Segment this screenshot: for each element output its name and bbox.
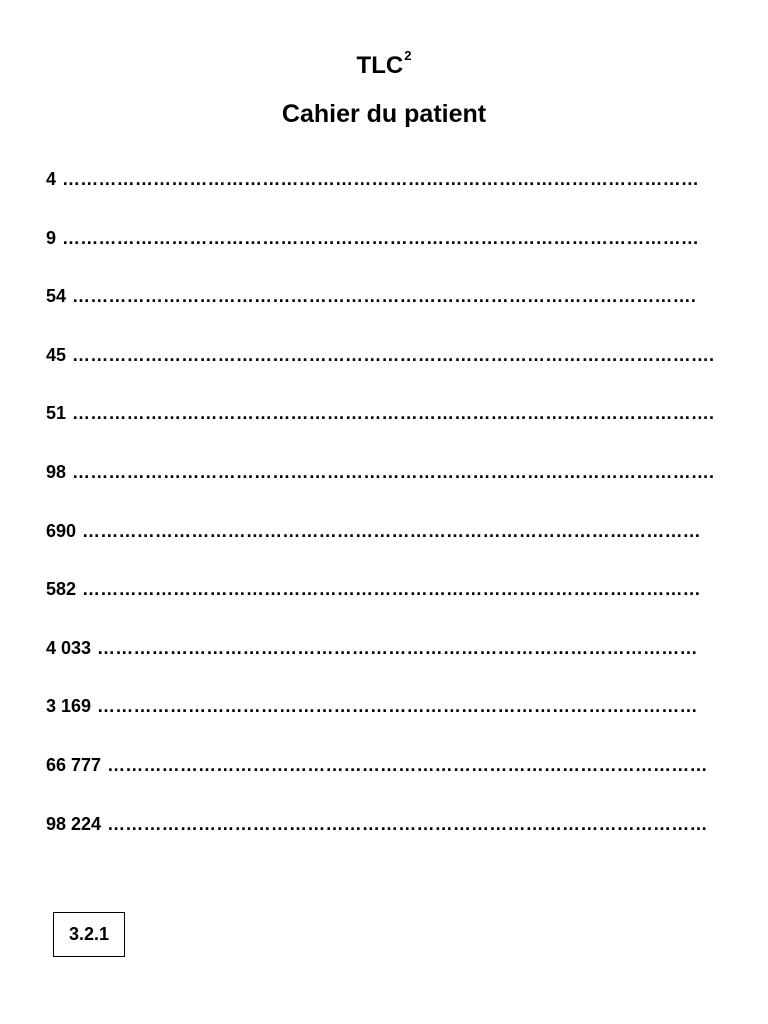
dotted-answer-line: …………………………………………………………………………………………… [62,169,700,189]
dotted-answer-line: ……………………………………………………………………………………………. [72,403,715,424]
number-line [46,576,718,635]
dotted-answer-line: …………………………………………………………………………………………… [62,227,700,248]
number-line [46,518,718,577]
dotted-answer-line: ……………………………………………………………………………………………. [72,461,715,482]
section-code: 3.2.1 [68,924,110,944]
number-label: 98 224 [46,813,102,834]
number-line [46,283,718,342]
dotted-answer-line: ……………………………………………………………………………………… [97,637,698,658]
number-line [46,400,718,459]
number-line [46,693,718,752]
number-label: 54 [46,286,67,307]
number-list [46,166,718,869]
number-label: 4 [46,169,57,189]
number-line [46,459,718,518]
dotted-answer-line: ………………………………………………………………………………………… [82,520,701,541]
dotted-answer-line: ……………………………………………………………………………………… [97,696,698,717]
number-label: 45 [46,344,67,365]
number-label: 98 [46,461,67,482]
number-label: 4 033 [46,637,92,658]
document-title [0,44,768,82]
number-line [46,342,718,401]
dotted-answer-line: ……………………………………………………………………………………… [107,754,708,775]
number-label: 582 [46,579,77,600]
title-text: TLC [356,52,404,79]
number-line [46,811,718,870]
title-superscript: 2 [404,48,412,63]
dotted-answer-line: ……………………………………………………………………………………………. [72,344,715,365]
number-label: 690 [46,520,77,541]
number-line [46,166,718,225]
number-label: 3 169 [46,696,92,717]
number-label: 66 777 [46,754,102,775]
dotted-answer-line: ………………………………………………………………………………………… [82,579,701,600]
number-line [46,752,718,811]
number-line [46,635,718,694]
dotted-answer-line: ……………………………………………………………………………………… [107,813,708,834]
number-label: 9 [46,227,57,248]
dotted-answer-line: …………………………………………………………………………………………. [72,286,697,307]
document-subtitle: Cahier du patient [281,100,487,128]
number-line [46,225,718,284]
section-code-box [53,912,125,957]
number-label: 51 [46,403,67,424]
